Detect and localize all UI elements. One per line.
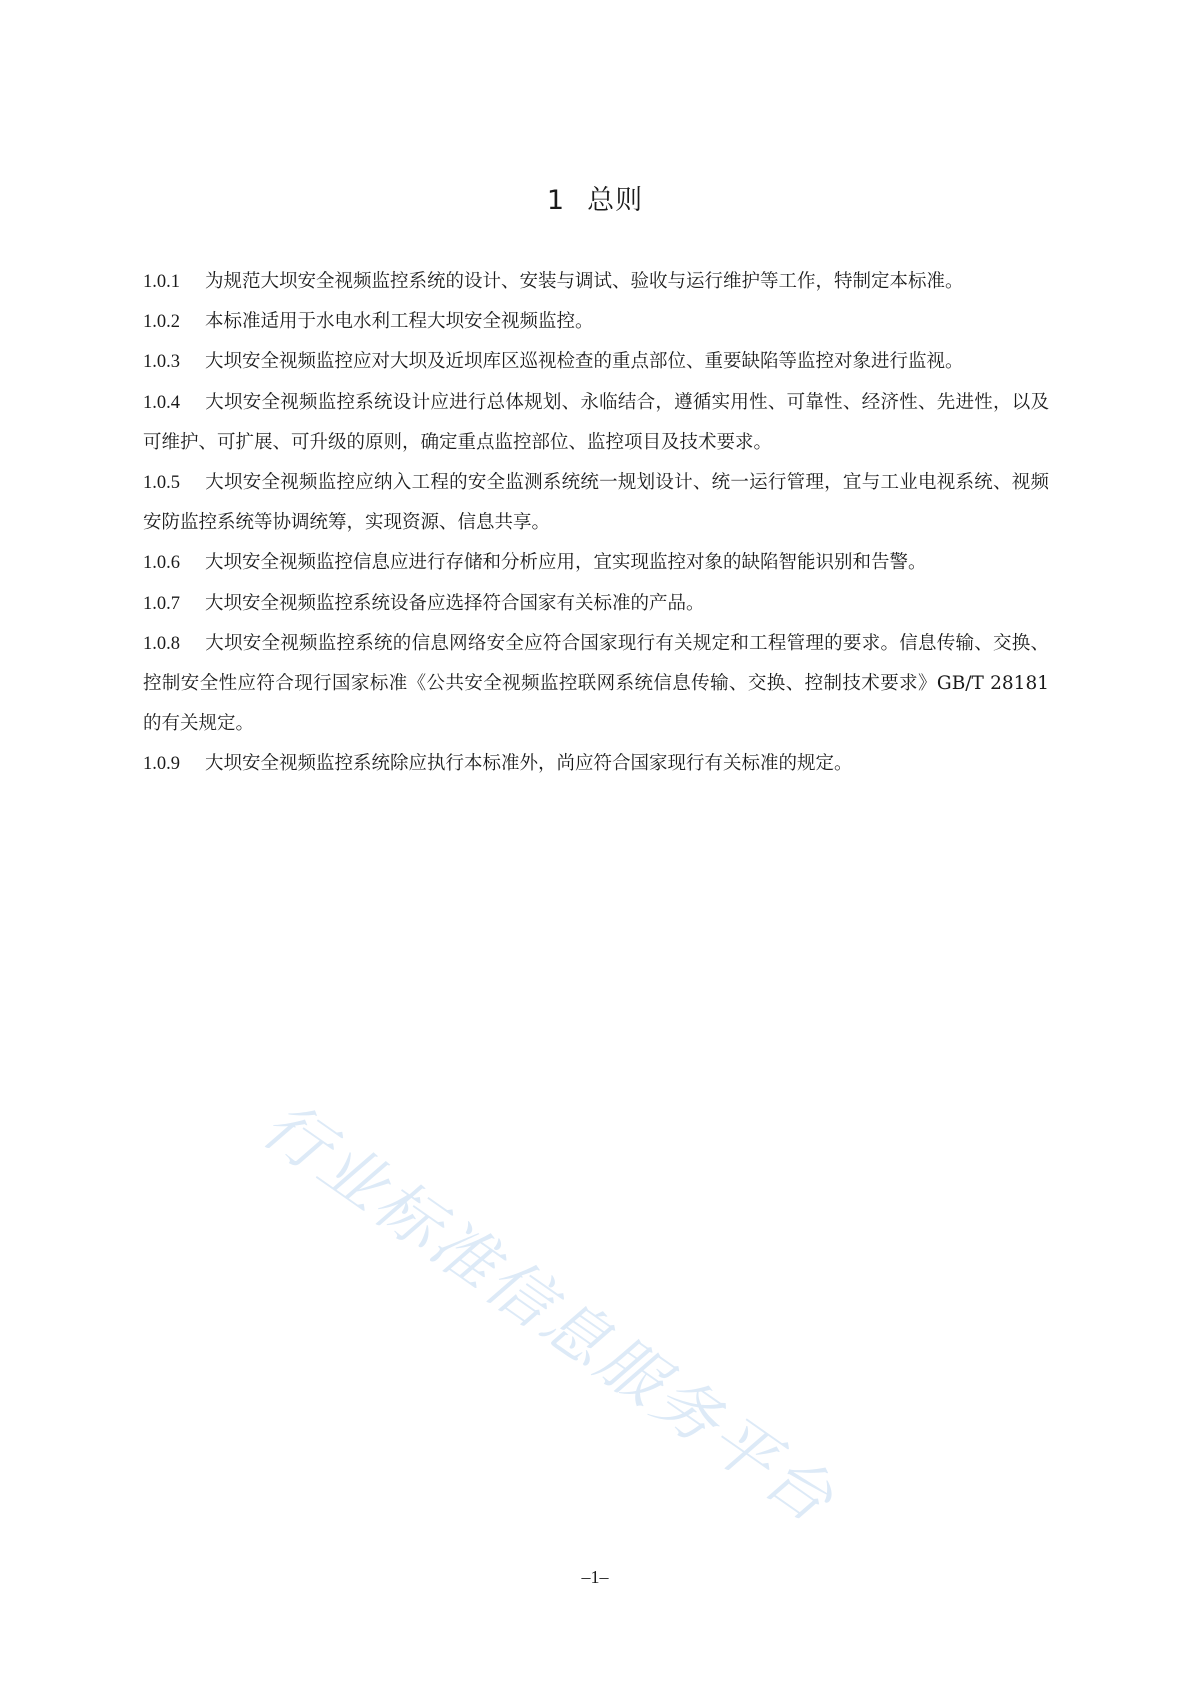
chapter-title-text: 总则	[587, 185, 644, 216]
clause-number: 1.0.3	[143, 352, 180, 373]
clause-text: 大坝安全视频监控系统设备应选择符合国家有关标准的产品。	[205, 592, 705, 614]
clause-number: 1.0.2	[143, 312, 180, 333]
clause-1-0-6	[143, 543, 1049, 583]
clause-text: 大坝安全视频监控信息应进行存储和分析应用，宜实现监控对象的缺陷智能识别和告警。	[205, 552, 927, 574]
chapter-number: 1	[546, 185, 566, 216]
clause-1-0-8	[143, 624, 1049, 745]
clause-1-0-5	[143, 463, 1049, 543]
clause-text: 大坝安全视频监控系统设计应进行总体规划、永临结合，遵循实用性、可靠性、经济性、先进性，以及可维护、可扩展、可升级的原则，确定重点监控部位、监控项目及技术要求。	[143, 391, 1049, 453]
clause-number: 1.0.9	[143, 754, 180, 775]
clause-number: 1.0.6	[143, 553, 180, 574]
clause-text: 为规范大坝安全视频监控系统的设计、安装与调试、验收与运行维护等工作，特制定本标准。	[205, 271, 964, 292]
clause-text: 大坝安全视频监控系统的信息网络安全应符合国家现行有关规定和工程管理的要求。信息传输、交换、控制安全性应符合现行国家标准《公共安全视频监控联网系统信息传输、交换、控制技术要求》GB/T 28181 的有关规定。	[143, 632, 1049, 735]
page-number: –1–	[581, 1567, 609, 1587]
clause-1-0-4	[143, 383, 1049, 463]
clause-1-0-9	[143, 744, 1049, 784]
clause-1-0-1	[143, 262, 1049, 302]
clause-number: 1.0.8	[143, 633, 180, 654]
clause-text: 大坝安全视频监控应对大坝及近坝库区巡视检查的重点部位、重要缺陷等监控对象进行监视。	[205, 351, 964, 373]
watermark: 行业标准信息服务平台	[248, 1088, 849, 1539]
clause-list	[143, 262, 1049, 785]
clause-number: 1.0.7	[143, 593, 180, 614]
clause-1-0-3	[143, 342, 1049, 382]
clause-1-0-2	[143, 302, 1049, 342]
clause-number: 1.0.4	[143, 392, 180, 413]
clause-text: 大坝安全视频监控应纳入工程的安全监测系统统一规划设计、统一运行管理，宜与工业电视系统、视频安防监控系统等协调统筹，实现资源、信息共享。	[143, 472, 1049, 534]
clause-text: 大坝安全视频监控系统除应执行本标准外，尚应符合国家现行有关标准的规定。	[205, 753, 853, 775]
clause-text: 本标准适用于水电水利工程大坝安全视频监控。	[205, 311, 594, 333]
clause-number: 1.0.1	[143, 272, 180, 292]
clause-1-0-7	[143, 584, 1049, 624]
chapter-title	[0, 178, 1190, 217]
clause-number: 1.0.5	[143, 473, 180, 494]
